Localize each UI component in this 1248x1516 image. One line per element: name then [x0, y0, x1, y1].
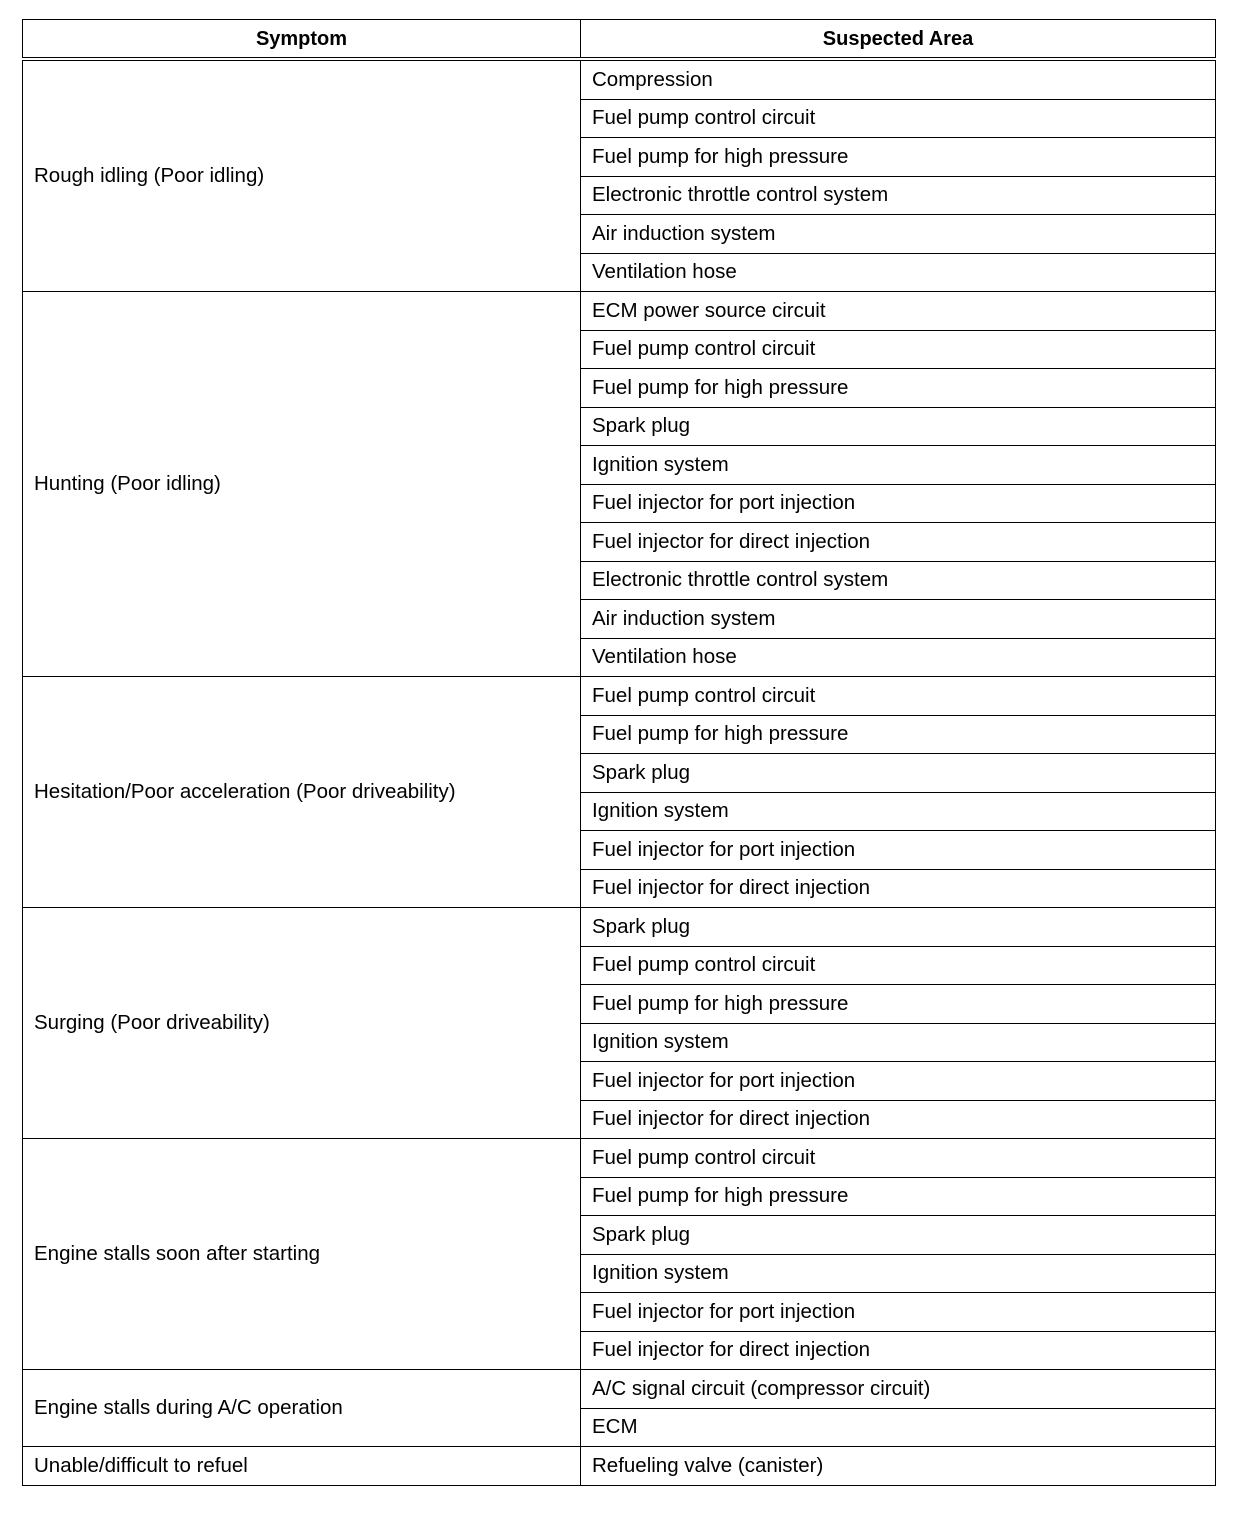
- suspected-area-cell: Electronic throttle control system: [581, 176, 1216, 215]
- table-body: [23, 59, 1216, 1485]
- suspected-area-cell: Fuel injector for direct injection: [581, 1100, 1216, 1139]
- suspected-area-cell: ECM power source circuit: [581, 292, 1216, 331]
- suspected-area-cell: Ventilation hose: [581, 253, 1216, 292]
- suspected-area-cell: Fuel injector for direct injection: [581, 869, 1216, 908]
- symptom-cell: Hunting (Poor idling): [23, 292, 581, 677]
- symptom-cell: Unable/difficult to refuel: [23, 1447, 581, 1486]
- suspected-area-cell: Air induction system: [581, 600, 1216, 639]
- symptom-cell: Hesitation/Poor acceleration (Poor driveability): [23, 677, 581, 908]
- suspected-area-cell: Fuel pump for high pressure: [581, 1177, 1216, 1216]
- suspected-area-cell: Ignition system: [581, 1023, 1216, 1062]
- table-row: [23, 1139, 1216, 1178]
- suspected-area-cell: Fuel pump control circuit: [581, 677, 1216, 716]
- header-suspected-area: Suspected Area: [581, 20, 1216, 60]
- suspected-area-cell: ECM: [581, 1408, 1216, 1447]
- suspected-area-cell: Spark plug: [581, 407, 1216, 446]
- suspected-area-cell: Fuel injector for direct injection: [581, 1331, 1216, 1370]
- suspected-area-cell: Spark plug: [581, 754, 1216, 793]
- suspected-area-cell: Air induction system: [581, 215, 1216, 254]
- table-row: [23, 677, 1216, 716]
- suspected-area-cell: Fuel pump for high pressure: [581, 369, 1216, 408]
- suspected-area-cell: Fuel pump for high pressure: [581, 985, 1216, 1024]
- suspected-area-cell: Electronic throttle control system: [581, 561, 1216, 600]
- suspected-area-cell: Fuel injector for port injection: [581, 1293, 1216, 1332]
- suspected-area-cell: Ignition system: [581, 1254, 1216, 1293]
- symptom-table: [22, 19, 1216, 1486]
- suspected-area-cell: Fuel pump control circuit: [581, 1139, 1216, 1178]
- suspected-area-cell: Refueling valve (canister): [581, 1447, 1216, 1486]
- suspected-area-cell: A/C signal circuit (compressor circuit): [581, 1370, 1216, 1409]
- table-header: [23, 20, 1216, 60]
- suspected-area-cell: Fuel injector for port injection: [581, 831, 1216, 870]
- suspected-area-cell: Fuel pump control circuit: [581, 330, 1216, 369]
- symptom-cell: Surging (Poor driveability): [23, 908, 581, 1139]
- suspected-area-cell: Ventilation hose: [581, 638, 1216, 677]
- suspected-area-cell: Ignition system: [581, 792, 1216, 831]
- suspected-area-cell: Fuel injector for port injection: [581, 484, 1216, 523]
- suspected-area-cell: Ignition system: [581, 446, 1216, 485]
- table-row: [23, 1370, 1216, 1409]
- suspected-area-cell: Fuel injector for port injection: [581, 1062, 1216, 1101]
- symptom-table-container: [22, 19, 1215, 1486]
- header-row: [23, 20, 1216, 60]
- suspected-area-cell: Spark plug: [581, 908, 1216, 947]
- table-row: [23, 908, 1216, 947]
- suspected-area-cell: Fuel pump control circuit: [581, 99, 1216, 138]
- table-row: [23, 1447, 1216, 1486]
- suspected-area-cell: Fuel pump for high pressure: [581, 715, 1216, 754]
- table-row: [23, 292, 1216, 331]
- suspected-area-cell: Fuel pump for high pressure: [581, 138, 1216, 177]
- header-symptom: Symptom: [23, 20, 581, 60]
- symptom-cell: Engine stalls soon after starting: [23, 1139, 581, 1370]
- symptom-cell: Rough idling (Poor idling): [23, 59, 581, 292]
- table-row: [23, 59, 1216, 99]
- suspected-area-cell: Fuel pump control circuit: [581, 946, 1216, 985]
- suspected-area-cell: Spark plug: [581, 1216, 1216, 1255]
- suspected-area-cell: Compression: [581, 59, 1216, 99]
- suspected-area-cell: Fuel injector for direct injection: [581, 523, 1216, 562]
- symptom-cell: Engine stalls during A/C operation: [23, 1370, 581, 1447]
